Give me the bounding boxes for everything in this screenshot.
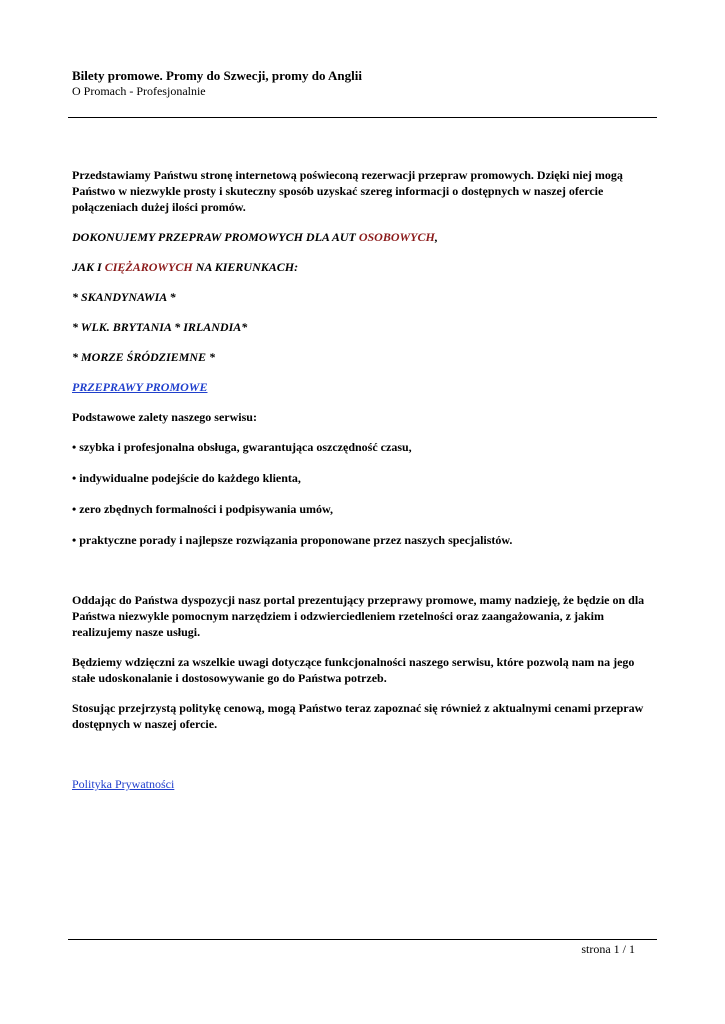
service-line-1-end: , xyxy=(434,230,438,244)
page-title: Bilety promowe. Promy do Szwecji, promy do Anglii xyxy=(72,68,362,83)
portal-paragraph: Oddając do Państwa dyspozycji nasz portal prezentujący przeprawy promowe, mamy nadzieję, że będzie on dla Państwa niezwykle pomocnym narzędziem i odzwierciedleniem rzetelności oraz zaangażowania, z jakim realizujemy nasze usługi. xyxy=(72,593,645,639)
header-divider xyxy=(68,117,657,118)
service-line-1-text: DOKONUJEMY PRZEPRAW PROMOWYCH DLA AUT xyxy=(72,230,359,244)
pricing-paragraph: Stosując przejrzystą politykę cenową, mogą Państwo teraz zapoznać się również z aktualnymi cenami przepraw dostępnych w naszej ofercie. xyxy=(72,701,644,731)
ferry-crossings-link[interactable]: PRZEPRAWY PROMOWE xyxy=(72,380,208,394)
advantage-item: • praktyczne porady i najlepsze rozwiązania proponowane przez naszych specjalistów. xyxy=(72,533,513,547)
advantage-item: • szybka i profesjonalna obsługa, gwarantująca oszczędność czasu, xyxy=(72,440,412,454)
highlight-ciezarowych: CIĘŻAROWYCH xyxy=(104,260,193,274)
page-subtitle: O Promach - Profesjonalnie xyxy=(72,84,206,98)
service-line-2-end: NA KIERUNKACH: xyxy=(192,260,299,274)
advantage-item: • zero zbędnych formalności i podpisywania umów, xyxy=(72,502,333,516)
privacy-policy-link[interactable]: Polityka Prywatności xyxy=(72,777,175,791)
highlight-osobowych: OSOBOWYCH xyxy=(358,230,435,244)
advantage-item: • indywidualne podejście do każdego klienta, xyxy=(72,471,301,485)
service-line-2 xyxy=(72,259,657,275)
advantages-heading: Podstawowe zalety naszego serwisu: xyxy=(72,410,257,424)
main-content xyxy=(72,167,657,732)
page-number: strona 1 / 1 xyxy=(581,942,635,956)
intro-paragraph: Przedstawiamy Państwu stronę internetową poświeconą rezerwacji przepraw promowych. Dzięki niej mogą Państwo w niezwykle prosty i skuteczny sposób uzyskać szereg informacji o dostępnych w naszej ofercie połączeniach dużej ilości promów. xyxy=(72,168,623,214)
service-line-1 xyxy=(72,229,657,245)
service-line-2-text: JAK I xyxy=(72,260,105,274)
footer-divider xyxy=(68,939,657,940)
destination-mediterranean: * MORZE ŚRÓDZIEMNE * xyxy=(72,350,216,364)
feedback-paragraph: Będziemy wdzięczni za wszelkie uwagi dotyczące funkcjonalności naszego serwisu, które pozwolą nam na jego stałe udoskonalanie i dostosowywanie go do Państwa potrzeb. xyxy=(72,655,635,685)
destination-uk-ireland: * WLK. BRYTANIA * IRLANDIA* xyxy=(72,320,248,334)
destination-scandinavia: * SKANDYNAWIA * xyxy=(72,290,176,304)
